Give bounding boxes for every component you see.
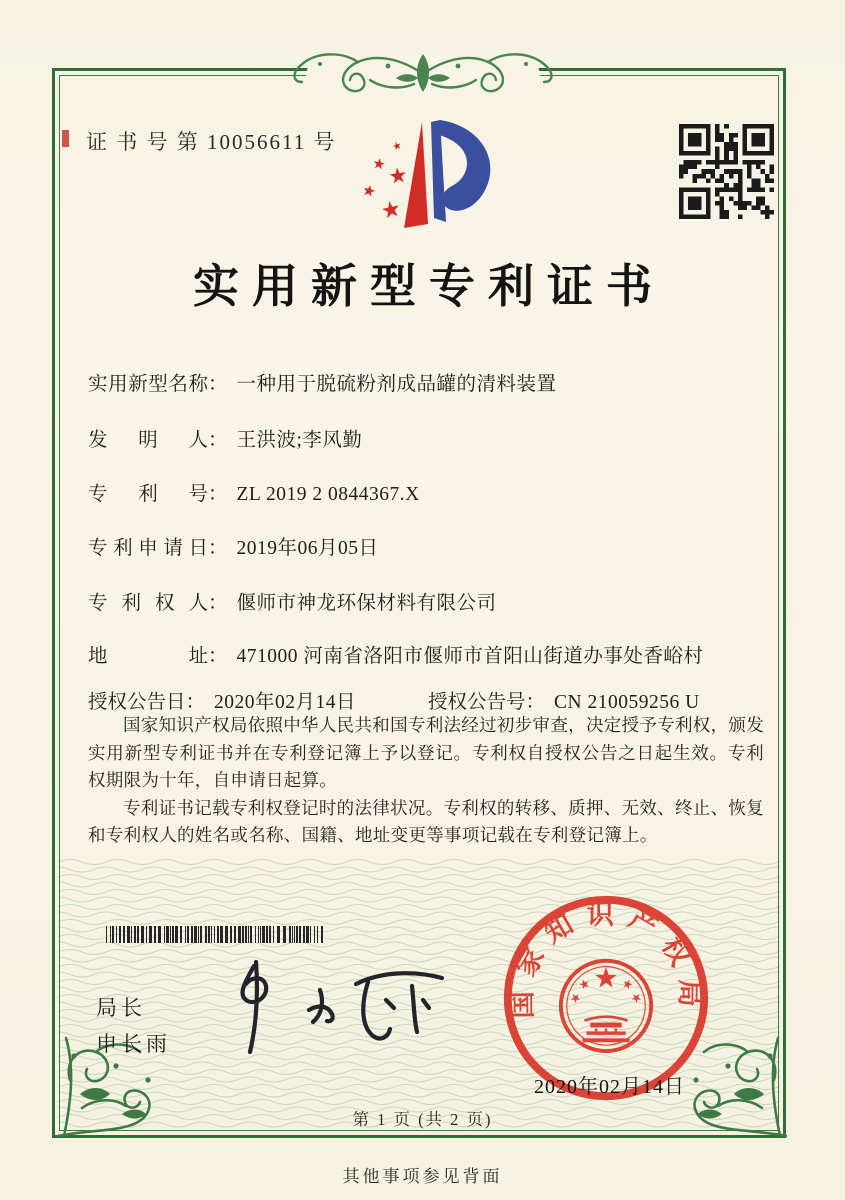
seal-date: 2020年02月14日 — [534, 1076, 685, 1098]
field-label: 地址 — [88, 646, 208, 667]
grant-number-label: 授权公告号 — [428, 692, 526, 713]
field-label: 专利号 — [88, 484, 208, 505]
national-emblem-icon — [561, 961, 651, 1051]
field-row-patent-number: 专利号： ZL 2019 2 0844367.X — [88, 478, 778, 506]
legal-paragraph-1: 国家知识产权局依照中华人民共和国专利法经过初步审查，决定授予专利权，颁发实用新型专利证书并在专利登记簿上予以登记。专利权自授权公告之日起生效。专利权期限为十年，自申请日起算。 — [88, 715, 764, 790]
field-row-filing-date: 专利申请日： 2019年06月05日 — [88, 532, 778, 560]
legal-text — [88, 712, 764, 850]
qr-code — [679, 124, 774, 219]
field-value: 471000 河南省洛阳市偃师市首阳山街道办事处香峪村 — [236, 646, 704, 667]
grant-number-row: 授权公告号： CN 210059256 U — [428, 692, 700, 713]
commissioner-title: 局长 — [96, 996, 146, 1020]
field-row-utility-model-name: 实用新型名称： 一种用于脱硫粉剂成品罐的清料装置 — [88, 368, 778, 396]
grant-date-value: 2020年02月14日 — [214, 692, 357, 713]
field-label: 专利权人 — [88, 593, 208, 614]
certificate-number: 证 书 号 第 10056611 号 — [86, 130, 337, 154]
legal-paragraph-2: 专利证书记载专利权登记时的法律状况。专利权的转移、质押、无效、终止、恢复和专利权人的姓名或名称、国籍、地址变更等事项记载在专利登记簿上。 — [88, 797, 764, 845]
field-value: 偃师市神龙环保材料有限公司 — [236, 593, 497, 614]
registration-mark — [62, 130, 69, 147]
field-label: 发明人 — [88, 430, 208, 451]
field-label: 实用新型名称 — [88, 374, 208, 395]
certificate-title: 实用新型专利证书 — [193, 261, 665, 312]
field-label: 专利申请日 — [88, 538, 208, 559]
field-row-inventor: 发明人： 王洪波;李风勤 — [88, 424, 778, 452]
field-value: 王洪波;李风勤 — [236, 430, 363, 451]
field-row-address: 地址： 471000 河南省洛阳市偃师市首阳山街道办事处香峪村 — [88, 640, 778, 668]
seal-text: 国家知识产权局 — [507, 899, 705, 1019]
commissioner-signature — [216, 960, 454, 1056]
grant-date-row: 授权公告日： 2020年02月14日 — [88, 692, 357, 713]
grant-number-value: CN 210059256 U — [554, 692, 700, 713]
field-row-patentee: 专利权人： 偃师市神龙环保材料有限公司 — [88, 587, 778, 615]
field-value: ZL 2019 2 0844367.X — [236, 484, 420, 505]
top-flourish-ornament — [248, 40, 598, 102]
cnipa-patent-logo-icon — [348, 112, 506, 242]
commissioner-name: 申长雨 — [96, 1032, 171, 1056]
barcode — [106, 926, 324, 943]
grant-date-label: 授权公告日 — [88, 692, 186, 713]
field-value: 2019年06月05日 — [236, 538, 379, 559]
page-number: 第 1 页 (共 2 页) — [352, 1110, 493, 1129]
back-side-note: 其他事项参见背面 — [342, 1167, 503, 1186]
field-value: 一种用于脱硫粉剂成品罐的清料装置 — [236, 374, 557, 395]
